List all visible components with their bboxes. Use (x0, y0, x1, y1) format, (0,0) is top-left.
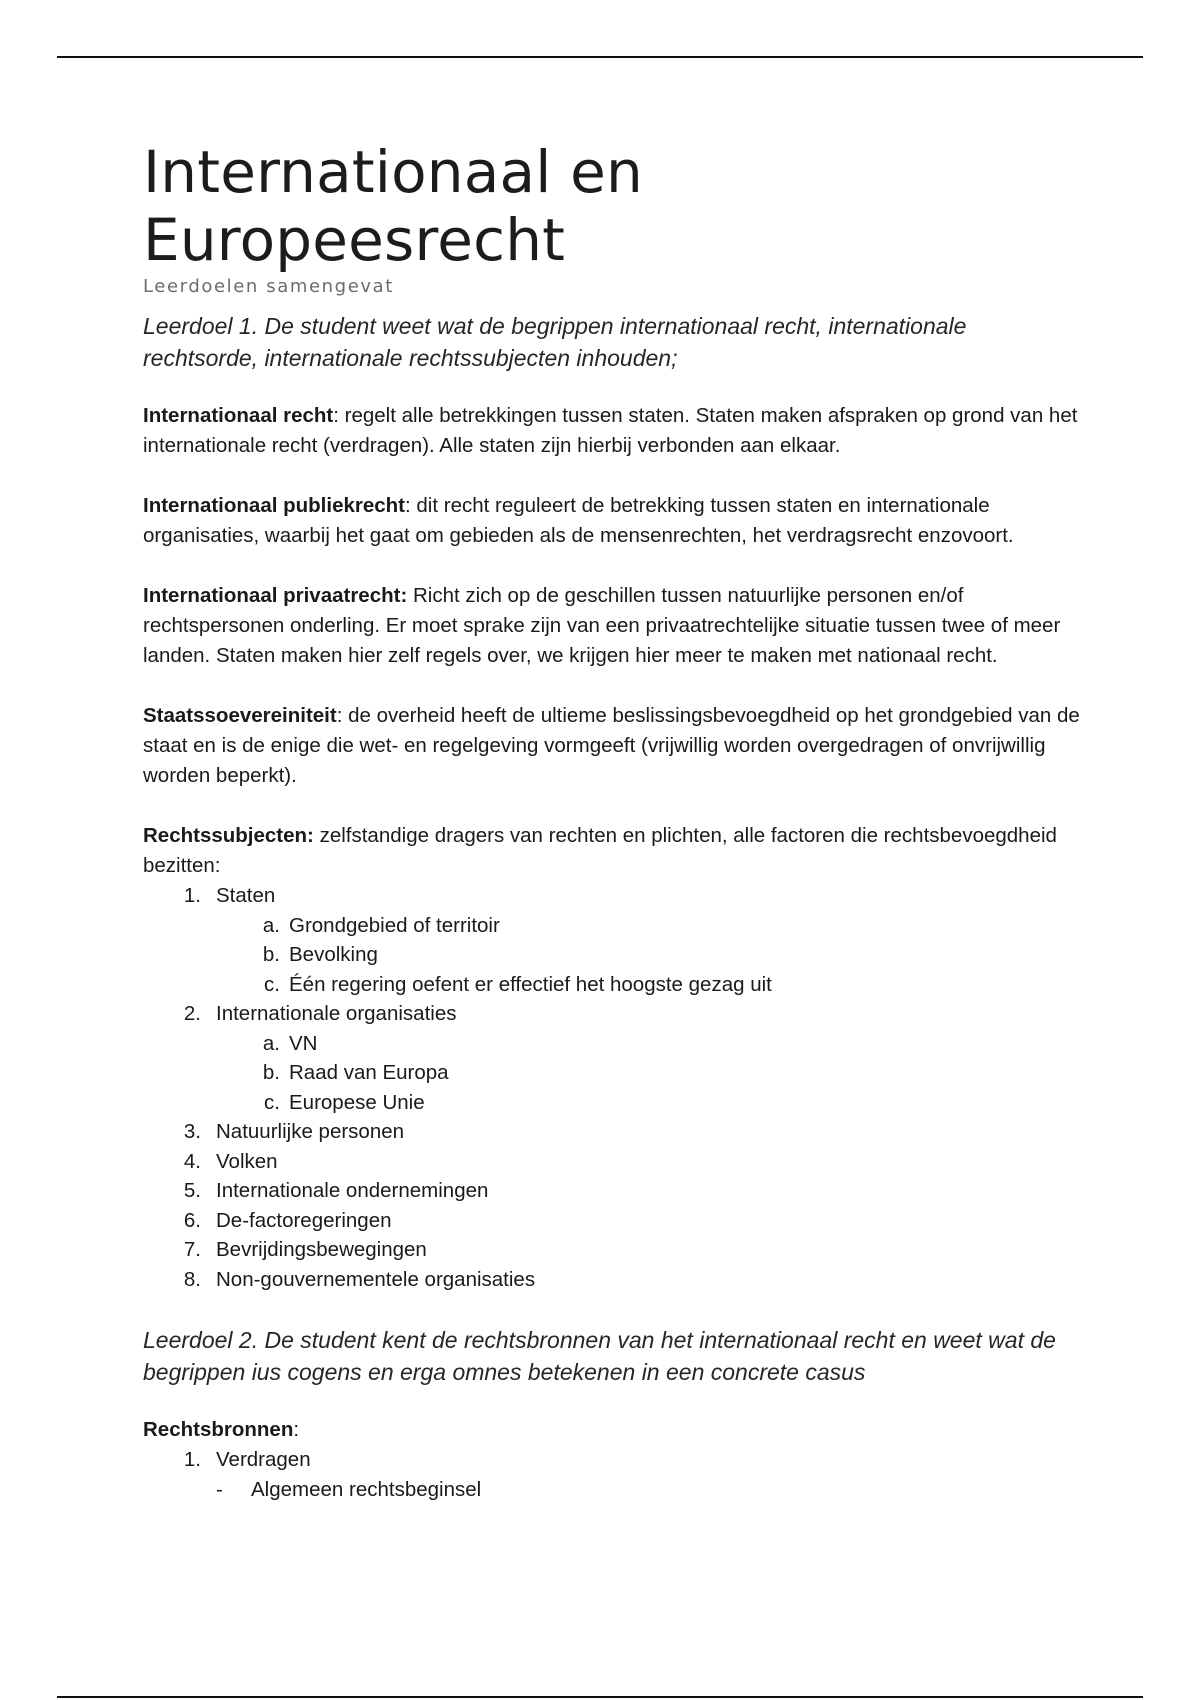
list-number: 1. (183, 1448, 201, 1471)
definition-public-international-law (143, 491, 1083, 551)
sublist-item (216, 940, 1083, 970)
list-number: 8. (183, 1267, 201, 1291)
definition-text: Richt zich op de geschillen tussen natuurlijke personen en/of rechtspersonen onderling. Er moet sprake zijn van een privaatrechtelijke situatie tussen twee of meer landen. Staten maken hier zelf regels over, we krijgen hier meer te maken met nationaal recht. (143, 584, 1061, 667)
list-number: 4. (183, 1149, 201, 1173)
bottom-rule (57, 1696, 1143, 1698)
sources-term: Rechtsbronnen (143, 1418, 294, 1441)
definition-term: Staatssoevereiniteit (143, 704, 337, 727)
document-subtitle: Leerdoelen samengevat (143, 276, 394, 297)
top-rule (57, 56, 1143, 58)
sublist-container (143, 1029, 1083, 1118)
dash-list (143, 1475, 1083, 1505)
sublist-letter: a. (262, 913, 280, 937)
sublist-item (216, 970, 1083, 1000)
list-item-label: Staten (216, 884, 276, 907)
definition-term: Internationaal recht (143, 404, 334, 427)
list-number: 5. (183, 1179, 201, 1202)
list-item (143, 1206, 1083, 1236)
document-body (143, 138, 1083, 1504)
document-title: Internationaal en Europeesrecht (143, 138, 643, 274)
list-item (143, 881, 1083, 911)
definition-text: : dit recht reguleert de betrekking tussen staten en internationale organisaties, waarbij het gaat om gebieden als de mensenrechten, het verdragsrecht enzovoort. (143, 494, 1014, 547)
sources-heading (143, 1415, 1083, 1445)
list-item-label: Non-gouvernementele organisaties (216, 1267, 536, 1291)
list-item-label: Bevrijdingsbewegingen (216, 1238, 427, 1261)
sublist-item-label: Raad van Europa (289, 1061, 449, 1084)
list-item-label: Natuurlijke personen (216, 1120, 405, 1143)
sublist-item (216, 1058, 1083, 1088)
list-item (143, 1235, 1083, 1265)
sublist-item (216, 1088, 1083, 1118)
sublist-item-label: Grondgebied of territoir (289, 913, 500, 937)
definition-private-international-law (143, 581, 1083, 671)
definition-text: : regelt alle betrekkingen tussen staten. Staten maken afspraken op grond van het internationale recht (verdragen). Alle staten zijn hierbij verbonden aan elkaar. (143, 404, 1078, 457)
list-item-label: De-factoregeringen (216, 1208, 392, 1232)
list-item (143, 1445, 1083, 1475)
sublist-letter: c. (264, 972, 280, 996)
list-item (143, 999, 1083, 1029)
sublist-letter: b. (262, 943, 280, 966)
learning-goal-1: Leerdoel 1. De student weet wat de begrippen internationaal recht, internationale rechtsorde, internationale rechtssubjecten inhouden; (143, 313, 967, 371)
sublist-states (143, 911, 1083, 1000)
definition-term: Internationaal privaatrecht: (143, 584, 408, 607)
definition-term: Rechtssubjecten: (143, 824, 314, 847)
dash-item (216, 1475, 1083, 1505)
sublist-container (143, 1475, 1083, 1505)
list-item (143, 1176, 1083, 1206)
sublist-organisations (143, 1029, 1083, 1118)
list-number: 7. (183, 1238, 201, 1261)
definition-text: : de overheid heeft de ultieme beslissingsbevoegdheid op het grondgebied van de staat en is de enige die wet- en regelgeving vormgeeft (vrijwillig worden overgedragen of onvrijwillig worden beperkt). (143, 704, 1080, 787)
list-item-label: Volken (216, 1149, 278, 1173)
list-item-label: Verdragen (216, 1448, 311, 1471)
sources-list (143, 1445, 1083, 1504)
list-number: 6. (183, 1208, 201, 1232)
definition-text: zelfstandige dragers van rechten en plichten, alle factoren die rechtsbevoegdheid bezitten: (143, 824, 1057, 877)
legal-subjects-list (143, 881, 1083, 1294)
list-item (143, 1265, 1083, 1295)
sublist-letter: b. (262, 1061, 280, 1084)
list-item (143, 1147, 1083, 1177)
sublist-container (143, 911, 1083, 1000)
dash-mark: - (216, 1477, 223, 1501)
definition-legal-subjects (143, 821, 1083, 881)
list-number: 2. (183, 1002, 201, 1025)
sublist-item-label: Één regering oefent er effectief het hoogste gezag uit (289, 972, 772, 996)
list-number: 3. (183, 1120, 201, 1143)
sublist-item (216, 1029, 1083, 1059)
learning-goal-2: Leerdoel 2. De student kent de rechtsbronnen van het internationaal recht en weet wat de begrippen ius cogens en erga omnes betekenen in een concrete casus (143, 1327, 1056, 1385)
list-item (143, 1117, 1083, 1147)
definition-term: Internationaal publiekrecht (143, 494, 405, 517)
dash-item-label: Algemeen rechtsbeginsel (251, 1477, 482, 1501)
list-item-label: Internationale organisaties (216, 1002, 457, 1025)
sublist-item-label: VN (289, 1031, 318, 1055)
sublist-letter: a. (262, 1031, 280, 1055)
list-item-label: Internationale ondernemingen (216, 1179, 489, 1202)
definition-international-law (143, 401, 1083, 461)
sublist-item (216, 911, 1083, 941)
sublist-item-label: Europese Unie (289, 1090, 425, 1114)
sources-suffix: : (293, 1418, 300, 1441)
sublist-item-label: Bevolking (289, 943, 378, 966)
sublist-letter: c. (264, 1090, 280, 1114)
definition-state-sovereignty (143, 701, 1083, 791)
list-number: 1. (183, 884, 201, 907)
